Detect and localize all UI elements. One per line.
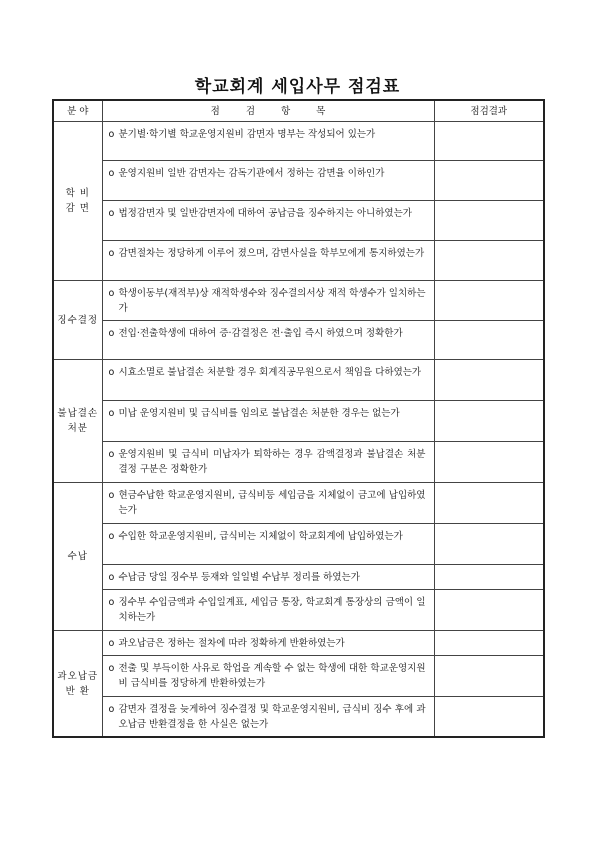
bullet-marker: o bbox=[108, 288, 115, 299]
table-row bbox=[53, 201, 544, 241]
category-cell bbox=[53, 360, 102, 483]
category-label: 수납 bbox=[67, 551, 88, 562]
bullet-marker: o bbox=[108, 129, 115, 140]
table-row bbox=[53, 697, 544, 738]
bullet-marker: o bbox=[108, 208, 115, 219]
category-label: 과오납금 bbox=[57, 670, 99, 682]
table-row bbox=[53, 401, 544, 442]
result-cell[interactable] bbox=[434, 360, 544, 401]
table-row bbox=[53, 524, 544, 565]
checklist-item-text: 전입·전출학생에 대하여 증·감결정은 전·출입 즉시 하였으며 정확한가 bbox=[118, 328, 403, 339]
checklist-item-text: 미납 운영지원비 및 급식비를 임의로 불납결손 처분한 경우는 없는가 bbox=[118, 408, 400, 419]
checklist-item bbox=[102, 697, 434, 738]
header-result: 점검결과 bbox=[434, 100, 544, 122]
checklist-item bbox=[102, 360, 434, 401]
table-row bbox=[53, 161, 544, 201]
checklist-item-text: 시효소멸로 불납결손 처분할 경우 회계직공무원으로서 책임을 다하였는가 bbox=[118, 367, 422, 378]
checklist-item-text: 징수부 수입금액과 수입일계표, 세입금 통장, 학교회계 통장상의 금액이 일치하는가 bbox=[118, 597, 426, 623]
result-cell[interactable] bbox=[434, 631, 544, 656]
category-label: 징수결정 bbox=[57, 314, 99, 326]
result-cell[interactable] bbox=[434, 321, 544, 360]
category-label: 감 면 bbox=[65, 203, 90, 214]
table-row bbox=[53, 590, 544, 631]
result-cell[interactable] bbox=[434, 122, 544, 161]
category-cell bbox=[53, 122, 102, 281]
checklist-item bbox=[102, 201, 434, 241]
checklist-item bbox=[102, 401, 434, 442]
checklist-item bbox=[102, 241, 434, 281]
checklist-item bbox=[102, 524, 434, 565]
bullet-marker: o bbox=[108, 597, 115, 608]
bullet-marker: o bbox=[108, 704, 115, 715]
result-cell[interactable] bbox=[434, 442, 544, 483]
checklist-item bbox=[102, 483, 434, 524]
bullet-marker: o bbox=[108, 248, 115, 259]
bullet-marker: o bbox=[108, 168, 115, 179]
bullet-marker: o bbox=[108, 531, 115, 542]
table-row bbox=[53, 442, 544, 483]
category-label: 학 비 bbox=[65, 188, 90, 199]
result-cell[interactable] bbox=[434, 524, 544, 565]
table-row bbox=[53, 565, 544, 590]
checklist-item-text: 운영지원비 일반 감면자는 감독기관에서 정하는 감면율 이하인가 bbox=[118, 168, 385, 179]
table-row bbox=[53, 656, 544, 697]
table-row bbox=[53, 241, 544, 281]
checklist-item-text: 현금수납한 학교운영지원비, 급식비등 세입금을 지체없이 금고에 납입하였는가 bbox=[118, 490, 426, 516]
table-header-row bbox=[53, 100, 544, 122]
table-row bbox=[53, 483, 544, 524]
result-cell[interactable] bbox=[434, 483, 544, 524]
checklist-item-text: 법정감면자 및 일반감면자에 대하여 공납금을 징수하지는 아니하였는가 bbox=[118, 208, 412, 219]
bullet-marker: o bbox=[108, 449, 115, 460]
result-cell[interactable] bbox=[434, 565, 544, 590]
category-label: 처분 bbox=[67, 423, 88, 434]
result-cell[interactable] bbox=[434, 697, 544, 738]
result-cell[interactable] bbox=[434, 401, 544, 442]
checklist-item bbox=[102, 281, 434, 321]
page-title: 학교회계 세입사무 점검표 bbox=[194, 77, 401, 97]
checklist-item bbox=[102, 565, 434, 590]
header-category: 분 야 bbox=[53, 100, 102, 122]
result-cell[interactable] bbox=[434, 241, 544, 281]
checklist-item bbox=[102, 631, 434, 656]
checklist-item-text: 운영지원비 및 급식비 미납자가 퇴학하는 경우 감액결정과 불납결손 처분 결정 구분은 정확한가 bbox=[118, 449, 426, 475]
checklist-item-text: 수입한 학교운영지원비, 급식비는 지체없이 학교회계에 납입하였는가 bbox=[118, 531, 403, 542]
table-row bbox=[53, 122, 544, 161]
checklist-item-text: 과오납금은 정하는 절차에 따라 정확하게 반환하였는가 bbox=[118, 638, 345, 649]
checklist-table bbox=[52, 99, 545, 738]
bullet-marker: o bbox=[108, 328, 115, 339]
checklist-item bbox=[102, 321, 434, 360]
table-row bbox=[53, 360, 544, 401]
result-cell[interactable] bbox=[434, 161, 544, 201]
checklist-body bbox=[53, 122, 544, 738]
checklist-item-text: 수납금 당일 징수부 등재와 일일별 수납부 정리를 하였는가 bbox=[118, 572, 360, 583]
checklist-item bbox=[102, 122, 434, 161]
bullet-marker: o bbox=[108, 490, 115, 501]
bullet-marker: o bbox=[108, 663, 115, 674]
checklist-item bbox=[102, 656, 434, 697]
category-cell bbox=[53, 631, 102, 738]
checklist-item bbox=[102, 442, 434, 483]
checklist-item-text: 감면자 결정을 늦게하여 징수결정 및 학교운영지원비, 급식비 징수 후에 과오납금 반환결정을 한 사실은 없는가 bbox=[118, 704, 426, 730]
header-item: 점검항목 bbox=[102, 100, 434, 122]
checklist-item bbox=[102, 161, 434, 201]
result-cell[interactable] bbox=[434, 590, 544, 631]
table-row bbox=[53, 281, 544, 321]
bullet-marker: o bbox=[108, 572, 115, 583]
checklist-item bbox=[102, 590, 434, 631]
checklist-item-text: 분기별·학기별 학교운영지원비 감면자 명부는 작성되어 있는가 bbox=[118, 129, 376, 140]
bullet-marker: o bbox=[108, 638, 115, 649]
bullet-marker: o bbox=[108, 408, 115, 419]
checklist-item-text: 감면절차는 정당하게 이루어 졌으며, 감면사실을 학부모에게 통지하였는가 bbox=[118, 248, 425, 259]
table-row bbox=[53, 631, 544, 656]
category-label: 불납결손 bbox=[57, 408, 99, 419]
checklist-item-text: 학생이동부(재적부)상 재적학생수와 징수결의서상 재적 학생수가 일치하는가 bbox=[118, 288, 426, 314]
category-label: 반 환 bbox=[65, 685, 90, 697]
category-cell bbox=[53, 281, 102, 360]
result-cell[interactable] bbox=[434, 656, 544, 697]
bullet-marker: o bbox=[108, 367, 115, 378]
result-cell[interactable] bbox=[434, 201, 544, 241]
result-cell[interactable] bbox=[434, 281, 544, 321]
table-row bbox=[53, 321, 544, 360]
category-cell bbox=[53, 483, 102, 631]
checklist-item-text: 전출 및 부득이한 사유로 학업을 계속할 수 없는 학생에 대한 학교운영지원비 급식비를 정당하게 반환하였는가 bbox=[118, 663, 426, 689]
